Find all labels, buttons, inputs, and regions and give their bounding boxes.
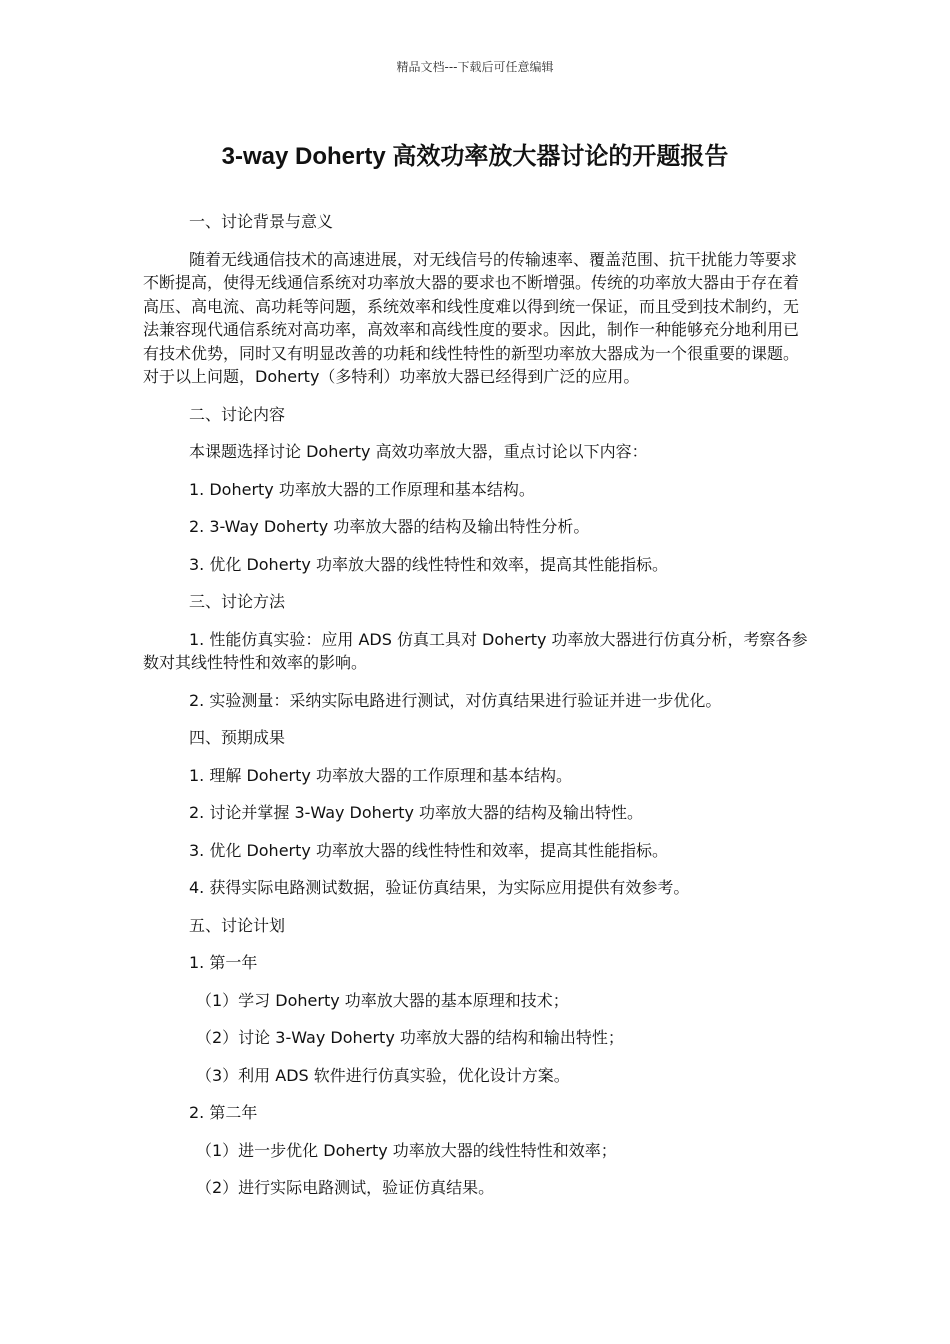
list-item: （2）进行实际电路测试，验证仿真结果。 <box>196 1178 495 1197</box>
list-item: 3. 优化 Doherty 功率放大器的线性特性和效率，提高其性能指标。 <box>189 840 668 860</box>
section-heading-results: 四、预期成果 <box>189 728 286 747</box>
section-heading-method: 三、讨论方法 <box>189 592 286 611</box>
list-item: （1）学习 Doherty 功率放大器的基本原理和技术； <box>196 990 569 1010</box>
list-item: （3）利用 ADS 软件进行仿真实验，优化设计方案。 <box>196 1065 570 1085</box>
list-item: 1. 理解 Doherty 功率放大器的工作原理和基本结构。 <box>189 765 572 785</box>
list-item: 1. 性能仿真实验：应用 ADS 仿真工具对 Doherty 功率放大器进行仿真分析，考察各参数对其线性特性和效率的影响。 <box>143 629 808 672</box>
list-item: 2. 讨论并掌握 3-Way Doherty 功率放大器的结构及输出特性。 <box>189 803 644 822</box>
list-item: 3. 优化 Doherty 功率放大器的线性特性和效率，提高其性能指标。 <box>189 554 668 574</box>
list-item: （1）进一步优化 Doherty 功率放大器的线性特性和效率； <box>196 1140 617 1160</box>
plan-year-2: 2. 第二年 <box>189 1103 258 1122</box>
plan-year-1: 1. 第一年 <box>189 953 258 972</box>
section-heading-background: 一、讨论背景与意义 <box>189 212 334 231</box>
list-item: 2. 实验测量：采纳实际电路进行测试，对仿真结果进行验证并进一步优化。 <box>189 690 722 710</box>
page-header-watermark: 精品文档---下载后可任意编辑 <box>396 60 554 74</box>
paragraph-content-intro: 本课题选择讨论 Doherty 高效功率放大器，重点讨论以下内容： <box>189 442 648 461</box>
document-body <box>143 210 810 1200</box>
section-heading-plan: 五、讨论计划 <box>189 915 286 935</box>
section-heading-content: 二、讨论内容 <box>189 404 286 424</box>
paragraph-background: 随着无线通信技术的高速进展，对无线信号的传输速率、覆盖范围、抗干扰能力等要求不断提高，使得无线通信系统对功率放大器的要求也不断增强。传统的功率放大器由于存在着高压、高电流、高功耗等问题，系统效率和线性度难以得到统一保证，而且受到技术制约，无法兼容现代通信系统对高功率，高效率和高线性度的要求。因此，制作一种能够充分地利用已有技术优势，同时又有明显改善的功耗和线性特性的新型功率放大器成为一个很重要的课题。对于以上问题，Doherty（多特利）功率放大器已经得到广泛的应用。 <box>143 249 800 386</box>
list-item: 4. 获得实际电路测试数据，验证仿真结果，为实际应用提供有效参考。 <box>189 878 690 897</box>
list-item: （2）讨论 3-Way Doherty 功率放大器的结构和输出特性； <box>196 1028 624 1047</box>
list-item: 1. Doherty 功率放大器的工作原理和基本结构。 <box>189 479 535 499</box>
list-item: 2. 3-Way Doherty 功率放大器的结构及输出特性分析。 <box>189 517 590 536</box>
document-title: 3-way Doherty 高效功率放大器讨论的开题报告 <box>221 143 729 170</box>
